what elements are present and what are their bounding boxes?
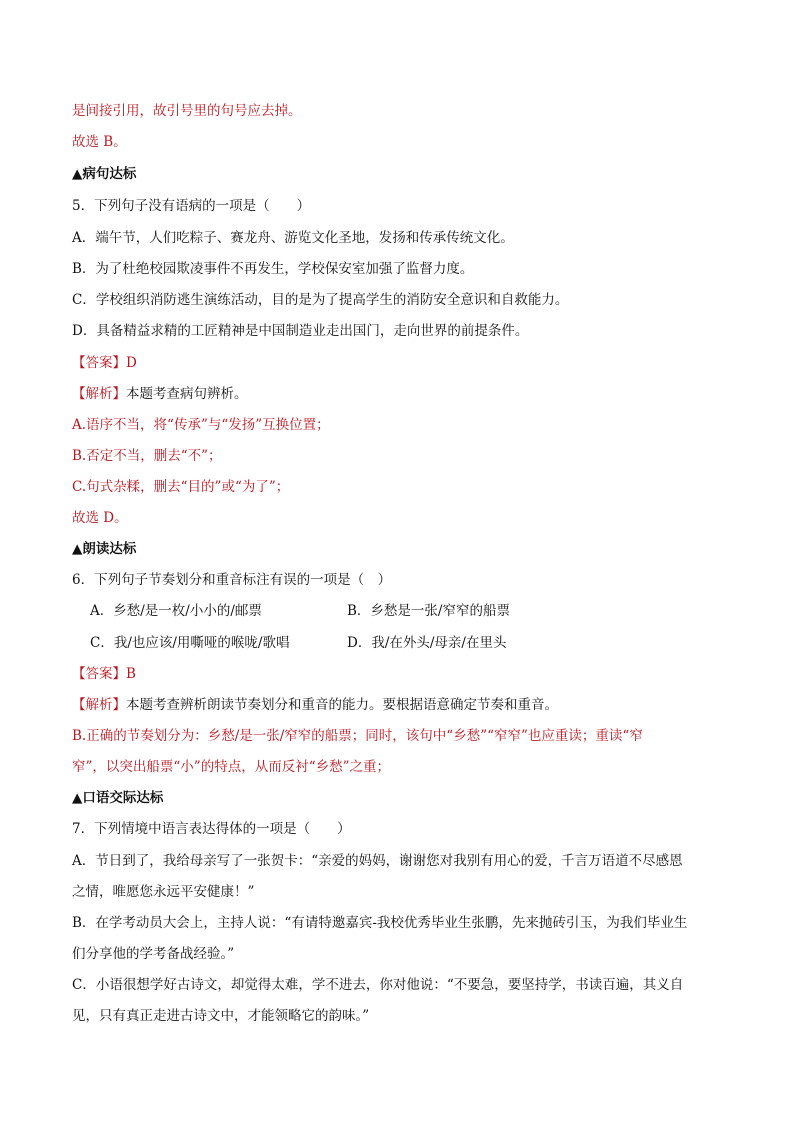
answer-line — [72, 665, 732, 683]
question-stem: 5．下列句子没有语病的一项是（ ） — [72, 198, 311, 214]
answer-line — [72, 354, 732, 372]
answer-tag: 【答案】 — [72, 666, 126, 682]
answer-value: D — [126, 355, 137, 371]
option-line-continued: 们分享他的学考备战经验。” — [72, 946, 235, 962]
text-line: 故选 B。 — [72, 134, 127, 150]
option-line: B．为了杜绝校园欺凌事件不再发生，学校保安室加强了监督力度。 — [72, 261, 474, 277]
analysis-line — [72, 385, 732, 403]
text-line: A.语序不当，将“传承”与“发扬”互换位置； — [72, 417, 330, 433]
option-line: A．节日到了，我给母亲写了一张贺卡：“亲爱的妈妈，谢谢您对我别有用心的爱，千言万语道不尽感恩 — [72, 853, 683, 869]
section-heading: ▲朗读达标 — [72, 541, 137, 557]
option-c: C．我/也应该/用嘶哑的喉咙/歌唱 — [90, 635, 290, 651]
text-line: 窄”，以突出船票“小”的特点，从而反衬“乡愁”之重； — [72, 759, 391, 775]
option-line: C．学校组织消防逃生演练活动，目的是为了提高学生的消防安全意识和自救能力。 — [72, 292, 569, 308]
question-stem: 7．下列情境中语言表达得体的一项是（ ） — [72, 821, 351, 837]
text-line: B.正确的节奏划分为：乡愁/是一张/窄窄的船票；同时，该句中“乡愁”“窄窄”也应重读；重读“窄 — [72, 728, 643, 744]
text-line: 故选 D。 — [72, 510, 128, 526]
option-line: B．在学考动员大会上，主持人说：“有请特邀嘉宾-我校优秀毕业生张鹏，先来抛砖引玉，为我们毕业生 — [72, 915, 688, 931]
text-line: C.句式杂糅，删去“目的”或“为了”； — [72, 479, 290, 495]
analysis-line — [72, 696, 732, 714]
option-line-continued: 见，只有真正走进古诗文中，才能领略它的韵味。” — [72, 1008, 370, 1024]
option-line: A．端午节，人们吃粽子、赛龙舟、游览文化圣地，发扬和传承传统文化。 — [72, 230, 514, 246]
question-stem: 6．下列句子节奏划分和重音标注有误的一项是（ ） — [72, 572, 392, 588]
option-line: D．具备精益求精的工匠精神是中国制造业走出国门，走向世界的前提条件。 — [72, 323, 529, 339]
section-heading: ▲病句达标 — [72, 166, 137, 182]
option-line: C．小语很想学好古诗文，却觉得太难，学不进去，你对他说：“不要急，要坚持学，书读百遍，其义自 — [72, 977, 684, 993]
section-heading: ▲口语交际达标 — [72, 790, 164, 806]
analysis-tag: 【解析】 — [72, 697, 126, 713]
option-a: A．乡愁/是一枚/小小的/邮票 — [90, 603, 262, 619]
text-line: 是间接引用，故引号里的句号应去掉。 — [72, 103, 302, 119]
answer-value: B — [126, 666, 136, 682]
analysis-text: 本题考查辨析朗读节奏划分和重音的能力。要根据语意确定节奏和重音。 — [126, 697, 558, 713]
answer-tag: 【答案】 — [72, 355, 126, 371]
option-d: D．我/在外头/母亲/在里头 — [347, 635, 507, 651]
text-line: B.否定不当，删去“不”； — [72, 448, 222, 464]
option-b: B．乡愁是一张/窄窄的船票 — [347, 603, 510, 619]
analysis-tag: 【解析】 — [72, 386, 126, 402]
analysis-text: 本题考查病句辨析。 — [126, 386, 248, 402]
option-line-continued: 之情，唯愿您永远平安健康！” — [72, 884, 255, 900]
